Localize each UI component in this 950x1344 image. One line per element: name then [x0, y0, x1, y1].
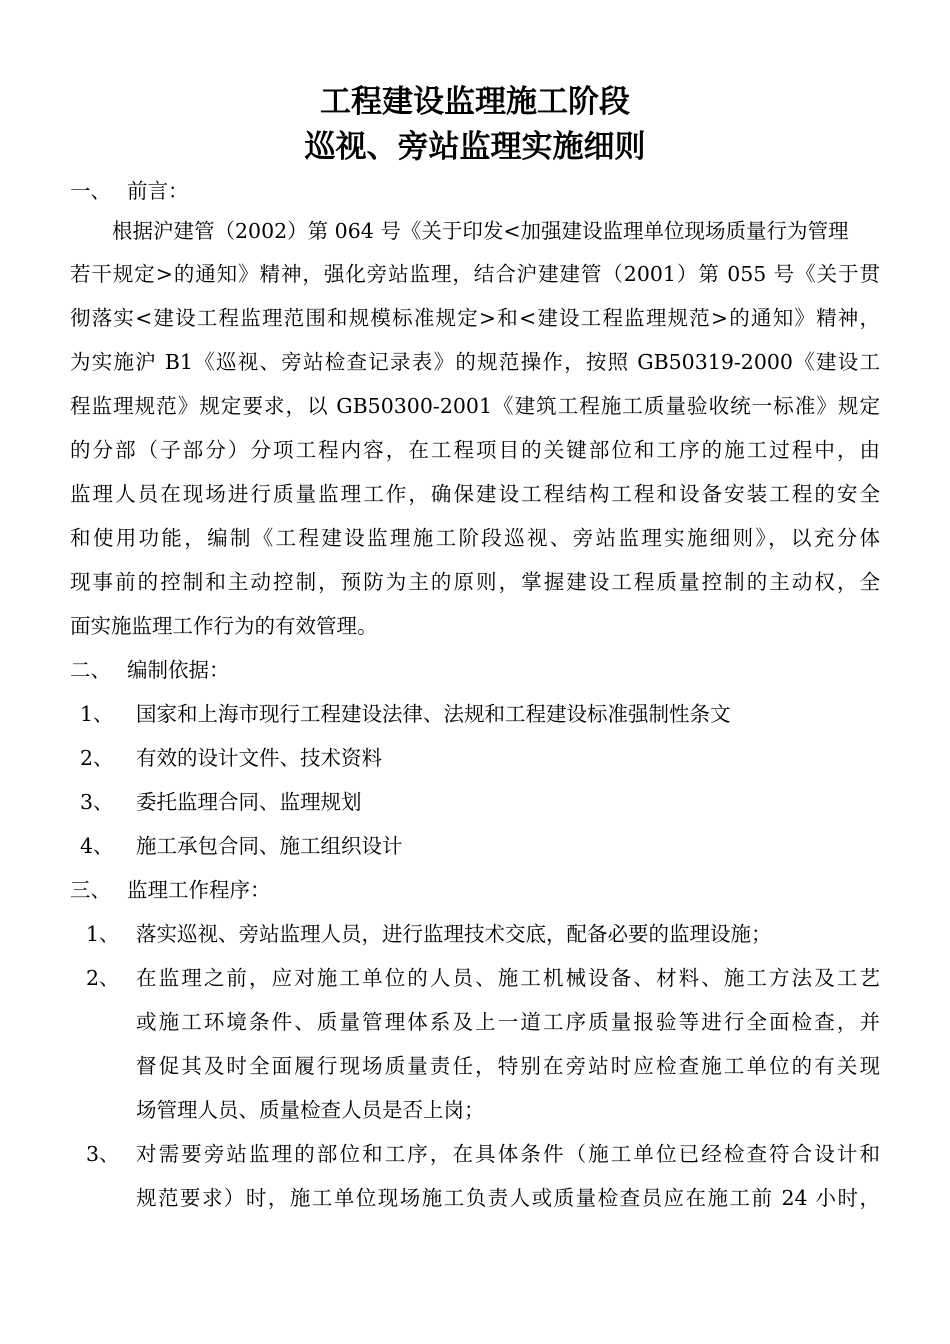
basis-item-2-number: 2、	[80, 746, 114, 770]
basis-item-4-number: 4、	[80, 834, 114, 858]
preface-line-9: 现事前的控制和主动控制，预防为主的原则，掌握建设工程质量控制的主动权，全	[70, 570, 880, 594]
procedure-item-1-text: 落实巡视、旁站监理人员，进行监理技术交底，配备必要的监理设施；	[136, 922, 772, 946]
procedure-item-3-line-1: 对需要旁站监理的部位和工序，在具体条件（施工单位已经检查符合设计和	[136, 1142, 880, 1166]
basis-item-1-number: 1、	[80, 702, 114, 726]
preface-line-6: 的分部（子部分）分项工程内容，在工程项目的关键部位和工序的施工过程中，由	[70, 438, 880, 462]
section-1-number: 一、	[70, 179, 111, 203]
preface-line-2: 若干规定>的通知》精神，强化旁站监理，结合沪建建管（2001）第 055 号《关于贯	[70, 262, 880, 286]
procedure-item-2-line-4: 场管理人员、质量检查人员是否上岗；	[136, 1098, 485, 1122]
basis-item-1-text: 国家和上海市现行工程建设法律、法规和工程建设标准强制性条文	[136, 702, 731, 726]
procedure-item-2-line-1: 在监理之前，应对施工单位的人员、施工机械设备、材料、施工方法及工艺	[136, 966, 880, 990]
section-2-heading: 编制依据：	[127, 658, 230, 682]
preface-line-10: 面实施监理工作行为的有效管理。	[70, 614, 378, 638]
procedure-item-2-line-2: 或施工环境条件、质量管理体系及上一道工序质量报验等进行全面检查，并	[136, 1010, 880, 1034]
basis-item-3-text: 委托监理合同、监理规划	[136, 790, 362, 814]
basis-item-4-text: 施工承包合同、施工组织设计	[136, 834, 403, 858]
basis-item-3-number: 3、	[80, 790, 114, 814]
procedure-item-2-number: 2、	[86, 966, 120, 990]
document-title-line-1: 工程建设监理施工阶段	[320, 84, 630, 120]
preface-line-4: 为实施沪 B1《巡视、旁站检查记录表》的规范操作，按照 GB50319-2000《建设工	[70, 350, 880, 374]
procedure-item-3-number: 3、	[86, 1142, 120, 1166]
preface-line-1: 根据沪建管（2002）第 064 号《关于印发<加强建设监理单位现场质量行为管理	[112, 219, 849, 243]
basis-item-2-text: 有效的设计文件、技术资料	[136, 746, 382, 770]
section-3-number: 三、	[70, 878, 111, 902]
procedure-item-2-line-3: 督促其及时全面履行现场质量责任，特别在旁站时应检查施工单位的有关现	[136, 1054, 880, 1078]
section-3-heading: 监理工作程序：	[127, 878, 271, 902]
preface-line-5: 程监理规范》规定要求，以 GB50300-2001《建筑工程施工质量验收统一标准》规定	[70, 394, 880, 418]
document-title-line-2: 巡视、旁站监理实施细则	[304, 129, 646, 165]
procedure-item-3-line-2: 规范要求）时，施工单位现场施工负责人或质量检查员应在施工前 24 小时，	[136, 1186, 880, 1210]
preface-line-8: 和使用功能，编制《工程建设监理施工阶段巡视、旁站监理实施细则》，以充分体	[70, 526, 880, 550]
section-2-number: 二、	[70, 658, 111, 682]
preface-line-7: 监理人员在现场进行质量监理工作，确保建设工程结构工程和设备安装工程的安全	[70, 482, 880, 506]
preface-line-3: 彻落实<建设工程监理范围和规模标准规定>和<建设工程监理规范>的通知》精神，	[70, 306, 880, 330]
section-1-heading: 前言：	[127, 179, 189, 203]
procedure-item-1-number: 1、	[86, 922, 120, 946]
